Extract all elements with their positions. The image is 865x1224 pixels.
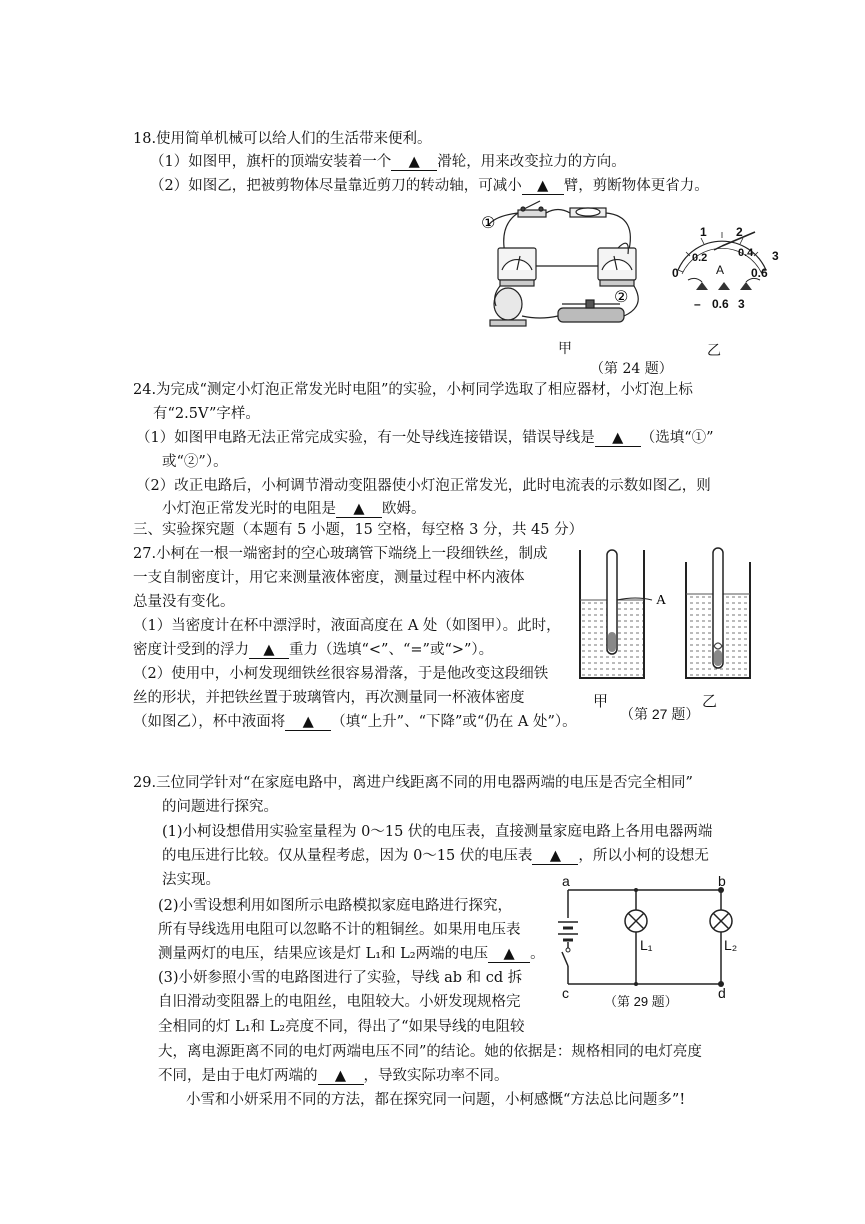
- q27-line3: 总量没有变化。: [133, 594, 235, 610]
- circuit-diagram-jia: [478, 196, 653, 336]
- node-d: d: [718, 985, 726, 1001]
- q29-part1-line3: 法实现。: [162, 872, 220, 888]
- section-3-heading: 三、实验探究题（本题有 5 小题，15 空格，每空格 3 分，共 45 分）: [133, 522, 584, 538]
- q27-part2-post: （填“上升”、“下降”或“仍在 A 处”）。: [331, 714, 577, 730]
- q18-part1-pre: （1）如图甲，旗杆的顶端安装着一个: [150, 154, 392, 170]
- home-circuit-diagram: [556, 873, 756, 1001]
- q27-part1-line1: （1）当密度计在杯中漂浮时，液面高度在 A 处（如图甲）。此时，: [133, 618, 561, 634]
- terminal-label: –: [694, 297, 701, 311]
- hydrometer-figure: [576, 546, 756, 686]
- q29-part3: [158, 1066, 509, 1086]
- q24-part2: [162, 499, 426, 519]
- dial-tick: 0.6: [751, 266, 768, 280]
- wire-mark-1: ①: [481, 213, 496, 232]
- q29-part3-line1: (3)小妍参照小雪的电路图进行了实验，导线 ab 和 cd 拆: [158, 970, 523, 986]
- q27-part2-line1: （2）使用中，小柯发现细铁丝很容易滑落，于是他改变这段细铁: [133, 666, 549, 682]
- q24-part2-pre: 小灯泡正常发光时的电阻是: [162, 501, 336, 517]
- q27-line1: 27.小柯在一根一端密封的空心玻璃管下端绕上一段细铁丝，制成: [133, 546, 548, 562]
- answer-blank[interactable]: ▲: [595, 430, 641, 447]
- q29-closing: 小雪和小妍采用不同的方法，都在探究同一问题，小柯感慨“方法总比问题多”!: [186, 1092, 686, 1108]
- answer-blank[interactable]: ▲: [532, 848, 578, 865]
- q18-part1: [150, 152, 626, 172]
- q29-part3-line3: 全相同的灯 L₁和 L₂亮度不同，得出了“如果导线的电阻较: [158, 1019, 525, 1035]
- dial-tick: 0.4: [738, 247, 754, 259]
- q29-part1: [162, 846, 709, 866]
- answer-blank[interactable]: ▲: [249, 642, 289, 659]
- node-b: b: [718, 873, 726, 889]
- q24-part2-line1: （2）改正电路后，小柯调节滑动变阻器使小灯泡正常发光，此时电流表的示数如图乙，则: [136, 478, 711, 494]
- answer-blank[interactable]: ▲: [285, 714, 331, 731]
- q18-part1-post: 滑轮，用来改变拉力的方向。: [437, 154, 626, 170]
- q24-part1-post: （选填“①”: [640, 430, 714, 446]
- fig24-label-jia: 甲: [558, 341, 572, 357]
- q29-part2-pre: 测量两灯的电压，结果应该是灯 L₁和 L₂两端的电压: [158, 946, 489, 962]
- dial-tick: 2: [736, 225, 743, 239]
- q27-part2-line2: 丝的形状，并把铁丝置于玻璃管内，再次测量同一杯液体密度: [133, 690, 525, 706]
- fig27-caption: （第 27 题）: [620, 706, 700, 722]
- fig27-label-yi: 乙: [702, 692, 718, 710]
- q24-line2: 有“2.5V”字样。: [153, 406, 260, 422]
- q29-part1-pre: 的电压进行比较。仅从量程考虑，因为 0～15 伏的电压表: [162, 848, 533, 864]
- q29-part3-line4: 大，离电源距离不同的电灯两端电压不同”的结论。她的依据是：规格相同的电灯亮度: [158, 1044, 702, 1060]
- fig29-caption: （第 29 题）: [604, 994, 678, 1009]
- q27-part1-post: 重力（选填“<”、“=”或“>”）。: [289, 642, 494, 658]
- q18-part2-post: 臂，剪断物体更省力。: [563, 178, 709, 194]
- node-a: a: [562, 873, 570, 889]
- q29-part2-line2: 所有导线选用电阻可以忽略不计的粗铜丝。如果用电压表: [158, 922, 521, 938]
- q24-line1: 24.为完成“测定小灯泡正常发光时电阻”的实验，小柯同学选取了相应器材，小灯泡上标: [133, 382, 693, 398]
- q29-part3-line2: 自旧滑动变阻器上的电阻丝，电阻较大。小妍发现规格完: [158, 994, 521, 1010]
- q29-line2: 的问题进行探究。: [162, 799, 278, 815]
- level-label-A: A: [656, 593, 667, 608]
- ammeter-dial-yi: [656, 224, 786, 320]
- node-c: c: [562, 985, 569, 1001]
- q29-part2-post: 。: [530, 946, 545, 962]
- q18-part2-pre: （2）如图乙，把被剪物体尽量靠近剪刀的转动轴，可减小: [150, 178, 522, 194]
- dial-tick: 1: [700, 225, 707, 239]
- q24-part2-post: 欧姆。: [382, 501, 426, 517]
- q27-line2: 一支自制密度计，用它来测量液体密度，测量过程中杯内液体: [133, 570, 525, 586]
- answer-blank[interactable]: ▲: [336, 501, 382, 518]
- fig24-caption: （第 24 题）: [590, 361, 673, 377]
- q29-part2-line1: (2)小雪设想利用如图所示电路模拟家庭电路进行探究，: [158, 898, 513, 914]
- wire-mark-2: ②: [614, 287, 629, 306]
- dial-unit: A: [716, 263, 725, 277]
- q24-part1: [136, 428, 714, 448]
- answer-blank[interactable]: ▲: [522, 178, 564, 195]
- fig24-label-yi: 乙: [707, 343, 721, 359]
- terminal-label: 0.6: [712, 297, 729, 311]
- q29-part2: [158, 944, 545, 964]
- q29-part1-line1: (1)小柯设想借用实验室量程为 0～15 伏的电压表，直接测量家庭电路上各用电器两端: [162, 824, 713, 840]
- lamp-L1-label: L₁: [640, 937, 653, 953]
- q24-part1-pre: （1）如图甲电路无法正常完成实验，有一处导线连接错误，错误导线是: [136, 430, 595, 446]
- q27-part2-pre: （如图乙），杯中液面将: [133, 714, 286, 730]
- lamp-L2-label: L₂: [724, 937, 738, 953]
- q24-part1-cont: 或“②”）。: [162, 454, 228, 470]
- q27-part1: [133, 640, 493, 660]
- q29-part3-post: ，导致实际功率不同。: [363, 1068, 509, 1084]
- dial-tick: 0.2: [692, 252, 708, 264]
- answer-blank[interactable]: ▲: [318, 1068, 364, 1085]
- dial-tick: 0: [672, 266, 679, 280]
- q27-part1-pre: 密度计受到的浮力: [133, 642, 249, 658]
- answer-blank[interactable]: ▲: [391, 154, 437, 171]
- q29-line1: 29.三位同学针对“在家庭电路中，离进户线距离不同的用电器两端的电压是否完全相同”: [133, 775, 693, 791]
- q18-part2: [150, 176, 709, 196]
- dial-tick: 3: [772, 249, 779, 263]
- q29-part3-pre: 不同，是由于电灯两端的: [158, 1068, 318, 1084]
- q18-title: 18.使用简单机械可以给人们的生活带来便利。: [133, 131, 432, 147]
- fig27-label-jia: 甲: [593, 692, 609, 710]
- terminal-label: 3: [738, 297, 745, 311]
- q29-part1-post: ，所以小柯的设想无: [578, 848, 709, 864]
- q27-part2: [133, 712, 577, 732]
- answer-blank[interactable]: ▲: [488, 946, 530, 963]
